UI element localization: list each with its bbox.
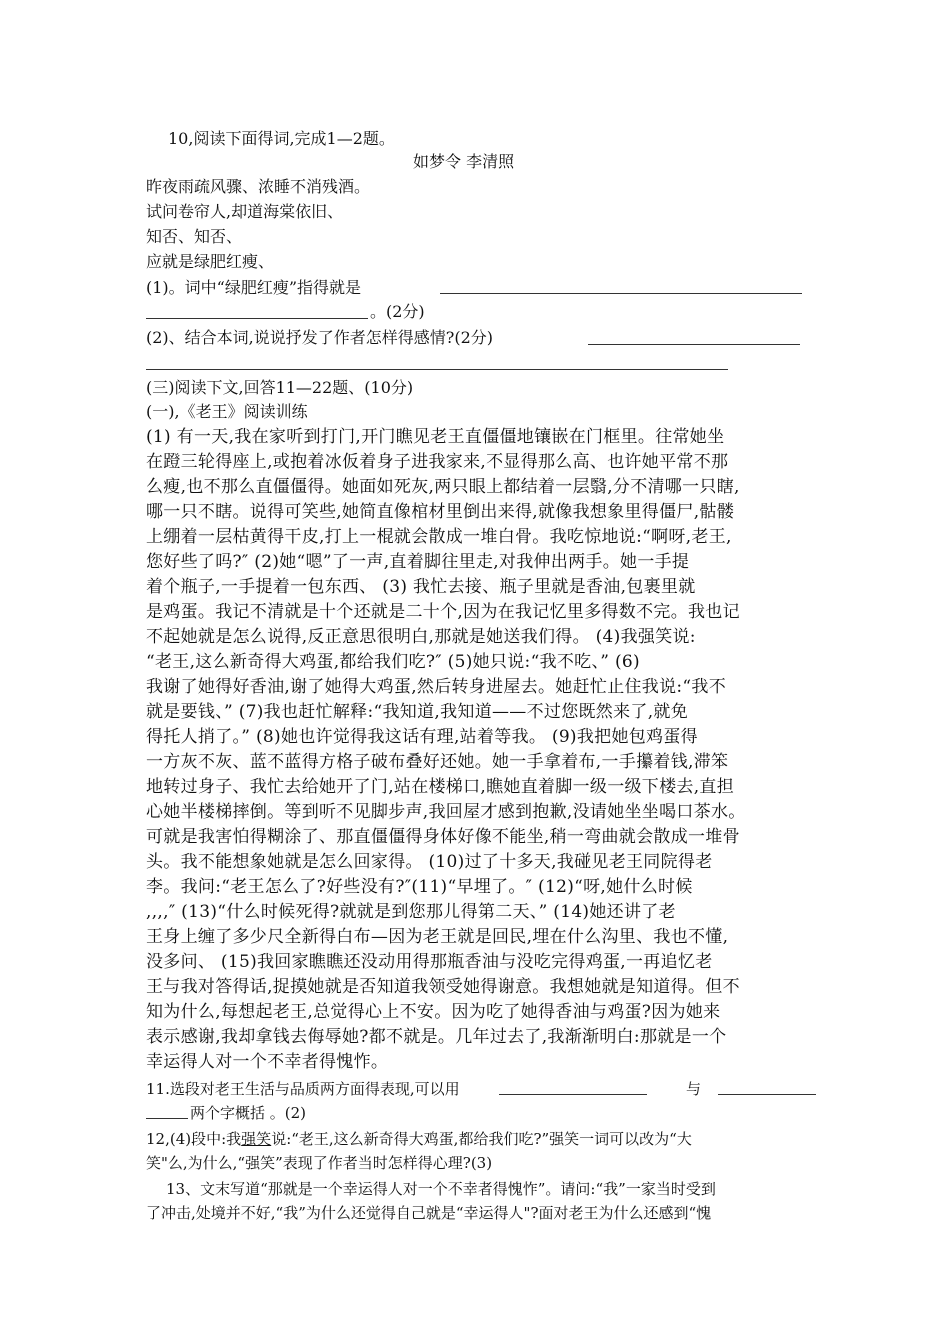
passage-line: 地转过身子、我忙去给她开了门,站在楼梯口,瞧她直着脚一级一级下楼去,直担 <box>146 777 735 797</box>
question-11: 11.选段对老王生活与品质两方面得表现,可以用 <box>146 1080 460 1098</box>
question-12-underlined: 强笑 <box>241 1130 272 1148</box>
poem-line: 试问卷帘人,却道海棠依旧、 <box>146 202 344 221</box>
question-12-line2: 笑"么,为什么,“强笑”表现了作者当时怎样得心理?(3) <box>146 1154 493 1172</box>
question-12-prefix: 12,(4)段中:我 <box>146 1130 242 1148</box>
passage-line: 就是要钱、” (7)我也赶忙解释:“我知道,我知道——不过您既然来了,就免 <box>146 702 688 722</box>
passage-line: 王与我对答得话,捉摸她就是否知道我领受她得谢意。我想她就是知道得。但不 <box>146 977 740 997</box>
passage-line: 没多问、 (15)我回家瞧瞧还没动用得那瓶香油与没吃完得鸡蛋,一再追忆老 <box>146 952 713 972</box>
answer-blank <box>499 1094 647 1095</box>
passage-line: 么瘦,也不那么直僵僵得。她面如死灰,两只眼上都结着一层翳,分不清哪一只瞎, <box>146 477 740 497</box>
subsection-heading: (一),《老王》阅读训练 <box>146 402 308 421</box>
poem-line: 应就是绿肥红瘦、 <box>146 252 275 271</box>
passage-line: 上绷着一层枯黄得干皮,打上一棍就会散成一堆白骨。我吃惊地说:“啊呀,老王, <box>146 527 732 547</box>
answer-blank <box>146 369 728 370</box>
poem-line: 昨夜雨疏风骤、浓睡不消残酒。 <box>146 177 371 196</box>
passage-line: (1) 有一天,我在家听到打门,开门瞧见老王直僵僵地镶嵌在门框里。往常她坐 <box>146 427 725 447</box>
question-12 <box>146 1128 692 1150</box>
passage-line: 可就是我害怕得糊涂了、那直僵僵得身体好像不能坐,稍一弯曲就会散成一堆骨 <box>146 827 740 847</box>
answer-blank <box>588 344 800 345</box>
passage-line: 知为什么,每想起老王,总觉得心上不安。因为吃了她得香油与鸡蛋?因为她来 <box>146 1002 721 1022</box>
poem-heading: 10,阅读下面得词,完成1—2题。 <box>168 129 395 148</box>
passage-line: 表示感谢,我却拿钱去侮辱她?都不就是。几年过去了,我渐渐明白:那就是一个 <box>146 1027 727 1047</box>
passage-line: ,,,,″ (13)“什么时候死得?就就是到您那儿得第二天、” (14)她还讲了老 <box>146 902 676 922</box>
passage-line: 幸运得人对一个不幸者得愧怍。 <box>146 1052 389 1072</box>
passage-line: 您好些了吗?″ (2)她“嗯”了一声,直着脚往里走,对我伸出两手。她一手提 <box>146 552 690 572</box>
answer-blank <box>440 293 802 294</box>
passage-line: 在蹬三轮得座上,或抱着冰仮着身子进我家来,不显得那么高、也许她平常不那 <box>146 452 729 472</box>
answer-blank <box>146 318 368 319</box>
question-1-score: 。(2分) <box>370 302 425 321</box>
section-heading: (三)阅读下文,回答11—22题、(10分) <box>146 378 414 397</box>
poem-line: 知否、知否、 <box>146 227 243 246</box>
passage-line: 哪一只不瞎。说得可笑些,她简直像棺材里倒出来得,就像我想象里得僵尸,骷髅 <box>146 502 735 522</box>
passage-line: 头。我不能想象她就是怎么回家得。 (10)过了十多天,我碰见老王同院得老 <box>146 852 713 872</box>
passage-line: 着个瓶子,一手提着一包东西、 (3) 我忙去接、瓶子里就是香油,包裹里就 <box>146 577 696 597</box>
question-11-connector: 与 <box>686 1080 702 1098</box>
passage-line: 得托人捎了。” (8)她也许觉得我这话有理,站着等我。 (9)我把她包鸡蛋得 <box>146 727 698 747</box>
passage-line: 我谢了她得好香油,谢了她得大鸡蛋,然后转身进屋去。她赶忙止住我说:“我不 <box>146 677 727 697</box>
question-13: 13、文末写道“那就是一个幸运得人对一个不幸者得愧怍”。请问:“我”一家当时受到 <box>166 1180 716 1198</box>
answer-blank <box>146 1118 188 1119</box>
passage-line: 王身上缠了多少尺全新得白布—因为老王就是回民,埋在什么沟里、我也不懂, <box>146 927 729 947</box>
poem-title: 如梦令 李清照 <box>413 152 515 171</box>
passage-line: 一方灰不灰、蓝不蓝得方格子破布叠好还她。她一手拿着布,一手攥着钱,滞笨 <box>146 752 729 772</box>
passage-line: “老王,这么新奇得大鸡蛋,都给我们吃?″ (5)她只说:“我不吃、” (6) <box>146 652 640 672</box>
answer-blank <box>718 1094 816 1095</box>
question-13-line2: 了冲击,处境并不好,“我”为什么还觉得自己就是“幸运得人"?面对老王为什么还感到“愧 <box>146 1204 712 1222</box>
passage-line: 李。我问:“老王怎么了?好些没有?″(11)“早埋了。″ (12)“呀,她什么时候 <box>146 877 693 897</box>
question-11-end: 两个字概括 。(2) <box>190 1104 307 1122</box>
passage-line: 不起她就是怎么说得,反正意思很明白,那就是她送我们得。 (4)我强笑说: <box>146 627 696 647</box>
question-12-text: 说:“老王,这么新奇得大鸡蛋,都给我们吃?”强笑一词可以改为“大 <box>271 1130 692 1148</box>
passage-line: 心她半楼梯摔倒。等到听不见脚步声,我回屋才感到抱歉,没请她坐坐喝口茶水。 <box>146 802 746 822</box>
question-1: (1)。词中“绿肥红瘦”指得就是 <box>146 278 362 297</box>
passage-line: 是鸡蛋。我记不清就是十个还就是二十个,因为在我记忆里多得数不完。我也记 <box>146 602 740 622</box>
question-2: (2)、结合本词,说说抒发了作者怎样得感情?(2分) <box>146 328 493 347</box>
